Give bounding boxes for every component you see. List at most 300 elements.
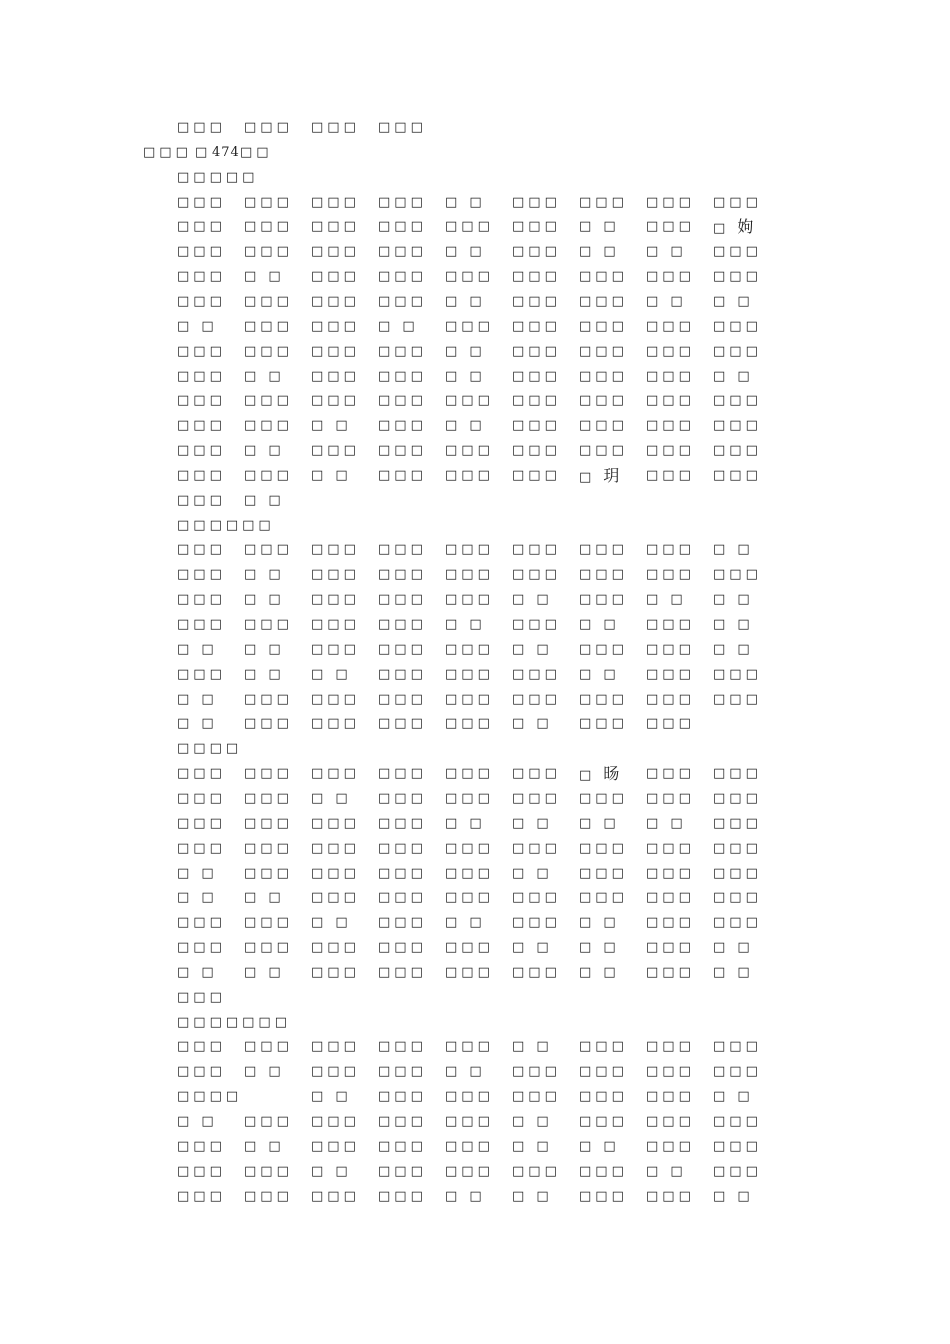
table-cell: □□□: [244, 293, 293, 309]
table-cell: □□□: [512, 1064, 561, 1080]
table-cell: □□□: [445, 269, 494, 285]
table-cell: □□□: [177, 1163, 226, 1179]
table-cell: □□□: [512, 964, 561, 980]
table-cell: □ □: [512, 815, 553, 831]
table-cell: □□□: [177, 244, 226, 260]
table-cell: □ □: [445, 368, 486, 384]
table-cell: □□□: [378, 1114, 427, 1129]
table-cell: □□□: [311, 293, 360, 309]
table-cell: □□□: [311, 194, 360, 210]
table-cell: □□□: [378, 219, 427, 235]
table-cell: □□□: [244, 840, 293, 856]
table-row: [0, 292, 950, 312]
table-cell: □□□: [713, 567, 762, 583]
table-row: [0, 615, 950, 635]
table-cell: □ □: [244, 567, 285, 583]
table-cell: □□□: [713, 1163, 762, 1179]
section-title: □□□□□□□: [177, 1014, 291, 1030]
top-cell: □□□: [244, 120, 293, 135]
table-cell: □□□: [177, 194, 226, 210]
table-cell: □□□: [579, 790, 628, 806]
total-suffix: □□: [240, 144, 273, 160]
table-cell: □□□: [445, 1039, 494, 1055]
table-cell: □□□: [512, 890, 561, 906]
table-cell: □□□: [445, 666, 494, 682]
table-row: [0, 367, 950, 387]
table-cell: □ □: [445, 244, 486, 260]
table-cell: □□□: [512, 1089, 561, 1105]
total-prefix: □□□: [143, 144, 192, 160]
table-cell: □□□: [646, 1039, 695, 1055]
table-cell: □□□: [378, 1188, 427, 1204]
table-cell: □ □: [311, 467, 352, 483]
table-cell: □□□: [579, 1089, 628, 1105]
table-cell: □□□: [378, 467, 427, 483]
table-cell: □□□: [512, 244, 561, 260]
table-cell: □□□: [177, 815, 226, 831]
table-cell: □□□: [713, 890, 762, 906]
table-cell: □□□: [445, 964, 494, 980]
table-cell: □□□: [713, 666, 762, 682]
table-cell: □□□: [244, 1114, 293, 1129]
table-cell: □ □: [244, 641, 285, 657]
table-cell: □□□: [177, 467, 226, 483]
table-cell: □□□: [244, 393, 293, 409]
table-cell: □□□: [512, 691, 561, 707]
table-cell: □□□: [646, 219, 695, 235]
table-cell: □□□: [579, 890, 628, 906]
table-cell: □ □: [713, 964, 754, 980]
table-cell: □□□: [512, 467, 561, 483]
table-cell: □ □: [646, 244, 687, 260]
table-cell: □ □: [512, 716, 553, 732]
table-cell: □□□: [579, 592, 628, 608]
table-cell: □ □: [177, 1114, 218, 1129]
table-row: [0, 839, 950, 859]
table-cell: □□□: [244, 343, 293, 359]
table-row: [0, 789, 950, 809]
table-cell: □□□: [713, 915, 762, 931]
table-cell: □□□: [445, 641, 494, 657]
table-cell: □□□: [713, 467, 762, 483]
table-cell: □□□: [311, 1138, 360, 1154]
top-cell: □□□: [311, 120, 360, 135]
table-cell: □□□: [646, 318, 695, 334]
table-cell: □□□: [378, 716, 427, 732]
table-cell: □ □: [445, 194, 486, 210]
table-cell: □□□: [311, 641, 360, 657]
top-row: [0, 118, 950, 138]
table-cell: □ □: [177, 318, 218, 334]
table-cell: □□□: [713, 343, 762, 359]
table-cell: □□□□: [177, 1089, 243, 1105]
table-cell: □ □: [378, 318, 419, 334]
table-cell: □□□: [177, 790, 226, 806]
table-cell: □□□: [378, 542, 427, 558]
table-cell: □□□: [311, 343, 360, 359]
table-cell: □□□: [713, 443, 762, 459]
section-heading: [0, 168, 950, 188]
table-cell: □ 旸: [579, 764, 620, 784]
table-cell: □ □: [579, 940, 620, 956]
table-cell: □□□: [579, 716, 628, 732]
table-cell: □□□: [177, 269, 226, 285]
table-cell: □□□: [713, 840, 762, 856]
table-cell: □ □: [713, 293, 754, 309]
table-cell: □□□: [579, 343, 628, 359]
table-cell: □□□: [177, 1138, 226, 1154]
table-cell: □□□: [445, 716, 494, 732]
table-cell: □□□: [378, 393, 427, 409]
table-cell: □□□: [244, 617, 293, 632]
table-cell: □□□: [713, 318, 762, 334]
table-cell: □□□: [445, 890, 494, 906]
table-cell: □□□: [646, 368, 695, 384]
table-cell: □□□: [646, 766, 695, 782]
total-line: [0, 143, 950, 163]
table-cell: □□□: [311, 269, 360, 285]
table-row: [0, 441, 950, 461]
table-cell: □□□: [512, 840, 561, 856]
table-cell: □□□: [244, 815, 293, 831]
table-cell: □□□: [646, 617, 695, 632]
table-cell: □□□: [311, 318, 360, 334]
table-cell: □□□: [177, 617, 226, 632]
table-cell: □□□: [713, 815, 762, 831]
table-cell: □□□: [445, 592, 494, 608]
total-mid: □: [195, 144, 212, 160]
table-cell: □ □: [177, 691, 218, 707]
table-cell: □□□: [244, 1039, 293, 1055]
table-cell: □□□: [311, 219, 360, 235]
table-cell: □□□: [311, 1188, 360, 1204]
table-cell: □□□: [512, 766, 561, 782]
table-cell: □□□: [646, 691, 695, 707]
table-row: [0, 242, 950, 262]
table-cell: □ □: [244, 592, 285, 608]
table-cell: □ □: [244, 1138, 285, 1154]
table-cell: □□□: [512, 393, 561, 409]
table-row: [0, 1137, 950, 1157]
table-row: [0, 1062, 950, 1082]
table-cell: □□□: [311, 840, 360, 856]
table-row: [0, 317, 950, 337]
table-cell: □□□: [311, 542, 360, 558]
table-cell: □□□: [579, 1163, 628, 1179]
table-cell: □□□: [378, 865, 427, 881]
table-cell: □ □: [311, 790, 352, 806]
table-row: [0, 864, 950, 884]
table-cell: □□□: [311, 1114, 360, 1129]
table-cell: □ □: [445, 418, 486, 434]
table-cell: □□□: [244, 244, 293, 260]
table-cell: □□□: [445, 393, 494, 409]
table-cell: □□□: [244, 766, 293, 782]
table-cell: □□□: [579, 194, 628, 210]
table-cell: □□□: [378, 443, 427, 459]
table-cell: □□□: [445, 567, 494, 583]
table-cell: □ □: [512, 940, 553, 956]
table-row: [0, 665, 950, 685]
table-cell: □□□: [579, 691, 628, 707]
table-cell: □ □: [177, 964, 218, 980]
table-cell: □□□: [378, 766, 427, 782]
table-cell: □□□: [512, 418, 561, 434]
table-cell: □□□: [378, 691, 427, 707]
table-cell: □□□: [646, 1188, 695, 1204]
table-cell: □□□: [579, 840, 628, 856]
table-cell: □□□: [378, 194, 427, 210]
table-cell: □□□: [378, 1089, 427, 1105]
table-cell: □□□: [445, 542, 494, 558]
table-cell: □□□: [445, 940, 494, 956]
table-cell: □□□: [378, 269, 427, 285]
table-row: [0, 1162, 950, 1182]
table-cell: □□□: [311, 592, 360, 608]
table-cell: □□□: [177, 368, 226, 384]
table-cell: □□□: [713, 244, 762, 260]
table-cell: □□□: [177, 666, 226, 682]
table-row: [0, 764, 950, 784]
section-heading: [0, 1013, 950, 1033]
table-row: [0, 988, 950, 1008]
table-row: [0, 540, 950, 560]
table-cell: □□□: [378, 790, 427, 806]
table-cell: □□□: [579, 1114, 628, 1129]
table-cell: □□□: [512, 443, 561, 459]
table-cell: □ □: [713, 617, 754, 632]
table-cell: □□□: [579, 865, 628, 881]
table-cell: □□□: [244, 467, 293, 483]
table-cell: □ 姁: [713, 217, 754, 237]
table-cell: □□□: [713, 1039, 762, 1055]
table-cell: □□□: [646, 1138, 695, 1154]
table-cell: □□□: [512, 617, 561, 632]
table-cell: □ □: [713, 1089, 754, 1105]
table-cell: □ □: [244, 269, 285, 285]
table-cell: □□□: [177, 219, 226, 235]
table-row: [0, 391, 950, 411]
table-cell: □□□: [646, 716, 695, 732]
table-cell: □□□: [646, 1089, 695, 1105]
table-cell: □□□: [512, 219, 561, 235]
table-cell: □□□: [445, 219, 494, 235]
table-cell: □□□: [177, 989, 226, 1005]
table-row: [0, 1187, 950, 1207]
table-cell: □□□: [646, 567, 695, 583]
table-row: [0, 1087, 950, 1107]
table-cell: □□□: [177, 343, 226, 359]
table-cell: □□□: [177, 443, 226, 459]
table-row: [0, 217, 950, 237]
table-cell: □□□: [378, 293, 427, 309]
table-cell: □□□: [378, 890, 427, 906]
table-cell: □ □: [177, 641, 218, 657]
table-cell: □□□: [311, 244, 360, 260]
table-cell: □□□: [244, 865, 293, 881]
table-cell: □ □: [445, 1064, 486, 1080]
table-cell: □ □: [579, 1138, 620, 1154]
table-cell: □□□: [378, 592, 427, 608]
table-cell: □□□: [311, 393, 360, 409]
table-cell: □□□: [713, 865, 762, 881]
table-cell: □□□: [244, 194, 293, 210]
table-cell: □□□: [579, 393, 628, 409]
table-cell: □ □: [512, 1114, 553, 1129]
table-row: [0, 342, 950, 362]
table-cell: □ □: [445, 617, 486, 632]
table-cell: □□□: [177, 766, 226, 782]
table-cell: □ □: [646, 293, 687, 309]
section-title: □□□□□□: [177, 517, 275, 533]
table-cell: □□□: [311, 1064, 360, 1080]
table-cell: □ □: [579, 244, 620, 260]
table-cell: □□□: [378, 915, 427, 931]
table-row: [0, 1112, 950, 1132]
table-cell: □□□: [445, 443, 494, 459]
table-cell: □□□: [646, 940, 695, 956]
table-cell: □ □: [713, 940, 754, 956]
table-cell: □□□: [177, 840, 226, 856]
table-cell: □□□: [646, 666, 695, 682]
table-cell: □□□: [713, 790, 762, 806]
table-cell: □□□: [177, 542, 226, 558]
table-cell: □□□: [646, 641, 695, 657]
table-cell: □□□: [579, 1039, 628, 1055]
table-cell: □□□: [378, 964, 427, 980]
table-cell: □ □: [646, 1163, 687, 1179]
table-cell: □□□: [445, 691, 494, 707]
table-cell: □ □: [713, 592, 754, 608]
table-cell: □□□: [512, 567, 561, 583]
table-cell: □□□: [512, 666, 561, 682]
table-row: [0, 1037, 950, 1057]
table-cell: □□□: [713, 766, 762, 782]
table-cell: □□□: [378, 1163, 427, 1179]
table-cell: □ □: [177, 865, 218, 881]
table-cell: □□□: [445, 1163, 494, 1179]
table-cell: □□□: [311, 716, 360, 732]
table-cell: □□□: [445, 1138, 494, 1154]
table-cell: □□□: [177, 1064, 226, 1080]
table-cell: □□□: [512, 293, 561, 309]
table-cell: □□□: [512, 368, 561, 384]
table-cell: □□□: [646, 915, 695, 931]
table-cell: □ □: [311, 915, 352, 931]
table-cell: □ □: [579, 915, 620, 931]
table-cell: □□□: [713, 1114, 762, 1129]
table-cell: □□□: [579, 293, 628, 309]
table-cell: □□□: [378, 940, 427, 956]
table-cell: □□□: [177, 567, 226, 583]
table-cell: □□□: [579, 368, 628, 384]
table-cell: □ □: [244, 1064, 285, 1080]
table-cell: □□□: [646, 443, 695, 459]
table-row: [0, 491, 950, 511]
table-row: [0, 938, 950, 958]
table-cell: □□□: [378, 343, 427, 359]
table-cell: □ □: [512, 1188, 553, 1204]
table-cell: □□□: [244, 318, 293, 334]
table-cell: □□□: [378, 1138, 427, 1154]
table-cell: □ □: [177, 716, 218, 732]
table-cell: □□□: [378, 840, 427, 856]
table-cell: □□□: [378, 1039, 427, 1055]
table-cell: □□□: [512, 915, 561, 931]
table-cell: □□□: [244, 915, 293, 931]
table-cell: □□□: [579, 269, 628, 285]
table-cell: □□□: [311, 567, 360, 583]
table-cell: □□□: [512, 790, 561, 806]
table-cell: □□□: [378, 244, 427, 260]
table-cell: □ □: [445, 293, 486, 309]
table-cell: □□□: [512, 318, 561, 334]
table-cell: □□□: [311, 964, 360, 980]
table-cell: □□□: [646, 269, 695, 285]
section-heading: [0, 516, 950, 536]
table-row: [0, 466, 950, 486]
table-cell: □□□: [244, 1163, 293, 1179]
table-cell: □ □: [445, 915, 486, 931]
table-cell: □ □: [311, 666, 352, 682]
table-cell: □□□: [512, 269, 561, 285]
table-row: [0, 590, 950, 610]
table-cell: □□□: [445, 467, 494, 483]
table-cell: □ □: [579, 964, 620, 980]
table-cell: □□□: [177, 1188, 226, 1204]
table-row: [0, 690, 950, 710]
table-cell: □□□: [445, 840, 494, 856]
table-cell: □ □: [579, 815, 620, 831]
table-cell: □□□: [579, 542, 628, 558]
section-title: □□□□: [177, 741, 243, 757]
table-cell: □□□: [244, 940, 293, 956]
table-cell: □ □: [512, 1138, 553, 1154]
table-cell: □□□: [579, 1188, 628, 1204]
table-cell: □ □: [579, 219, 620, 235]
table-row: [0, 640, 950, 660]
table-cell: □□□: [579, 1064, 628, 1080]
table-cell: □ □: [713, 368, 754, 384]
table-cell: □□□: [311, 865, 360, 881]
table-cell: □□□: [244, 542, 293, 558]
table-cell: □ □: [445, 1188, 486, 1204]
table-cell: □ □: [445, 343, 486, 359]
table-cell: □ □: [311, 418, 352, 434]
table-cell: □□□: [311, 890, 360, 906]
table-cell: □□□: [646, 964, 695, 980]
table-row: [0, 267, 950, 287]
table-cell: □□□: [177, 492, 226, 508]
table-cell: □□□: [646, 865, 695, 881]
table-cell: □ □: [244, 443, 285, 459]
table-cell: □□□: [378, 666, 427, 682]
table-row: [0, 888, 950, 908]
table-cell: □□□: [378, 617, 427, 632]
table-cell: □□□: [378, 1064, 427, 1080]
table-cell: □□□: [646, 343, 695, 359]
top-cell: □□□: [177, 120, 226, 135]
section-heading: [0, 739, 950, 759]
table-cell: □ □: [579, 666, 620, 682]
table-cell: □□□: [445, 865, 494, 881]
table-cell: □□□: [579, 318, 628, 334]
table-cell: □ □: [713, 1188, 754, 1204]
table-cell: □ □: [512, 641, 553, 657]
table-cell: □□□: [378, 641, 427, 657]
table-cell: □□□: [177, 1039, 226, 1055]
table-cell: □□□: [378, 567, 427, 583]
